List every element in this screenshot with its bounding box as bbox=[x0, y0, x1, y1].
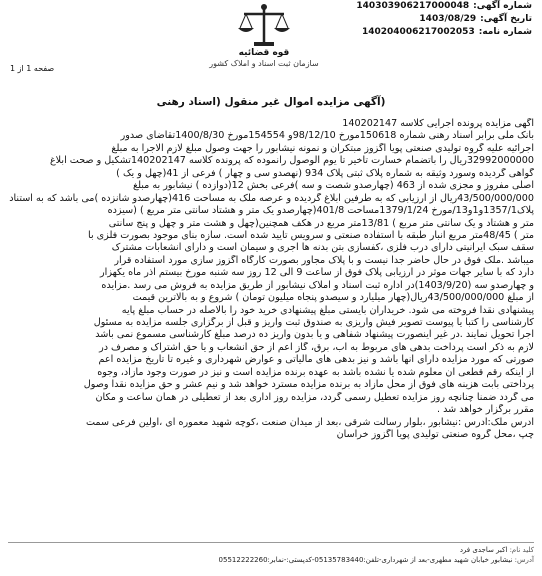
ad-number-label: شماره آگهی: bbox=[473, 1, 532, 11]
signer-name: اکبر ساجدی فرد bbox=[459, 546, 508, 554]
body-line: چپ ،محل گروه صنعتی تولیدی پویا اگزوز خراسان bbox=[336, 428, 534, 440]
letter-number-label: شماره نامه: bbox=[478, 27, 532, 37]
emblem-icon bbox=[232, 2, 296, 50]
footer bbox=[8, 545, 534, 565]
body-line: اجرائیه علیه گروه تولیدی صنعتی پویا اگزوز مبتکران و نمونه نیشابور را جهت وصول مبلغ لازم الاجرا به مبلغ bbox=[111, 142, 534, 154]
signer-label: کلید نام: bbox=[509, 546, 534, 554]
body-line: اجرا تحویل نمایند .در غیر اینصورت پیشنهاد شفاهی و یا بدون واریز ده درصد مبلغ کارشناسی مسموع نمی باشد bbox=[95, 329, 534, 341]
body-line: صورتی که مورد مزایده دارای آنها باشد و نیز بدهی های مالیاتی و عوارض شهرداری و غیره تا تاریخ مزایده اعم bbox=[98, 354, 534, 366]
signer-row bbox=[8, 545, 534, 555]
organization-name: سازمان ثبت اسناد و املاک کشور bbox=[209, 59, 319, 68]
body-line: آدرس ملک:آدرس :نیشابور ،بلوار رسالت شرقی ،بعد از میدان صنعت ،کوچه شهید معموره ای ،اولین فرعی سمت bbox=[86, 416, 534, 428]
ad-number: 140303906217000048 bbox=[356, 1, 470, 11]
judiciary-emblem bbox=[200, 2, 328, 84]
body-line: پیشنهادی نقدا فروخته می شود. خریداران بایستی مبلغ پیشنهادی خرید خود را بالاصله در حساب مبلغ پایه bbox=[121, 304, 534, 316]
body-line: لازم به ذکر است پرداخت بدهی های مربوط به آب، برق، گاز اعم از حق انشعاب و یا حق اشتراک و مصرف در bbox=[99, 341, 534, 353]
body-line: پلاک1357/1و1و13/مورخ 1379/1/24مساحت 401/8(چهارصدو یک متر و هشتاد سانتی متر مربع ) (سیزده bbox=[107, 205, 534, 217]
document-body bbox=[8, 118, 534, 441]
body-line: متر ) 48/45متر مربع انبار طبقه با استفاده صنعتی و سرویس تایید شده است. سازه بنای موجود بصورت فلزی با bbox=[88, 229, 534, 241]
body-line: کارشناسی را کتبا یا پیوست تصویر فیش واریزی به صندوق ثبت واریز و قبل از برگزاری جلسه مزایده به مسئول bbox=[93, 317, 534, 328]
emblem-calligraphy: قوه قضائيه bbox=[238, 48, 290, 58]
body-line: 32992000000ریال را باتضمام خسارت تاخیر تا یوم الوصول رانموده که پرونده کلاسه 140202147تشکیل و صحت ابلاغ bbox=[49, 155, 534, 167]
ad-date: 1403/08/29 bbox=[419, 14, 477, 24]
address-label: آدرس: bbox=[514, 556, 534, 564]
body-line: اصلی مفروز و مجزی شده از 463 (چهارصدو شصت و سه )فرعی بخش 12(دوازده ) نیشابور به مبلغ bbox=[132, 180, 534, 192]
office-address: نیشابور خیابان شهید مطهری-بعد از شهرداری-تلفن:05135783440-کدپستی:-نمابر:05512222260 bbox=[218, 556, 513, 564]
body-line: میباشد .ملک فوق در حال حاضر جدا نیست و با پلاک مجاور بصورت کارگاه اگزوز سازی مورد استفاده قرار bbox=[114, 254, 534, 266]
body-line: از مبلغ 43/500/000/000ریال(چهار میلیارد و سیصدو پنجاه میلیون تومان ) شروع و به بالاترین قیمت bbox=[132, 292, 534, 304]
body-line: متر و هشتاد و یک سانتی متر مربع ) 13/81متر مربع در هکف همچنین(چهل و هشت متر و چهل و پنج سانتی bbox=[108, 217, 534, 229]
footer-divider bbox=[8, 542, 534, 543]
ad-date-label: تاریخ آگهی: bbox=[480, 14, 532, 24]
body-line: از اینکه رقم قطعی آن معلوم شده یا نشده باشد به عهده برنده مزایده است و نیز در صورت وجود مازاد، وجوه bbox=[97, 366, 534, 378]
body-line: پرداختی بابت هزینه های فوق از محل مازاد به برنده مزایده مسترد خواهد شد و نیم عشر و حق مزایده نقدا وصول bbox=[83, 379, 534, 391]
body-line: گواهی گردیده وسورد وثیقه به شماره پلاک ثبتی پلاک 934 (نهصدو سی و چهار ) فرعی از 41(چهل و یک ) bbox=[116, 167, 534, 179]
body-line: بانک ملی برابر اسناد رهنی شماره 150618مورخ 98/12/10و 154554مورخ 1400/8/30تقاضای صدور bbox=[120, 130, 534, 142]
page-number: صفحه 1 از 1 bbox=[10, 64, 55, 73]
body-line: آگهی مزایده پرونده اجرایی کلاسه 140202147 bbox=[342, 118, 534, 129]
body-line: مقرر برگزار خواهد شد . bbox=[436, 404, 534, 416]
body-line: و چهارصدو سه (1403/9/20)در اداره ثبت اسناد و املاک نیشابور از طریق مزایده به فروش می رسد .مزایده bbox=[101, 279, 534, 291]
body-line: می گردد ضمنا چنانچه روز مزایده تعطیل رسمی گردد، مزایده روز اداری بعد از تعطیلی در همان ساعت و مکان bbox=[95, 391, 534, 403]
body-line: 43/500/000/000ریال از ارزیابی که به طرفین ابلاغ گردیده و عرصه ملک به مساحت 416(چهارصدو شانزده )می باشد که به استناد bbox=[9, 192, 534, 204]
body-line: سقف سبک ایرانیتی دارای درب فلزی ،کفسازی بتن بدنه ها آجری و سیمان است و دارای انشعابات مشترک bbox=[111, 242, 534, 254]
body-line: دارد که با سایر جهات موثر در ارزیابی پلاک فوق از ساعت 9 الی 12 روز سه شنبه مورخ بیستم آذر ماه یکهزار bbox=[100, 267, 534, 279]
office-address-row bbox=[8, 555, 534, 565]
letter-number: 140204006217002053 bbox=[361, 27, 475, 37]
document-title: (آگهی مزایده اموال غیر منقول (اسناد رهنی bbox=[156, 96, 386, 108]
